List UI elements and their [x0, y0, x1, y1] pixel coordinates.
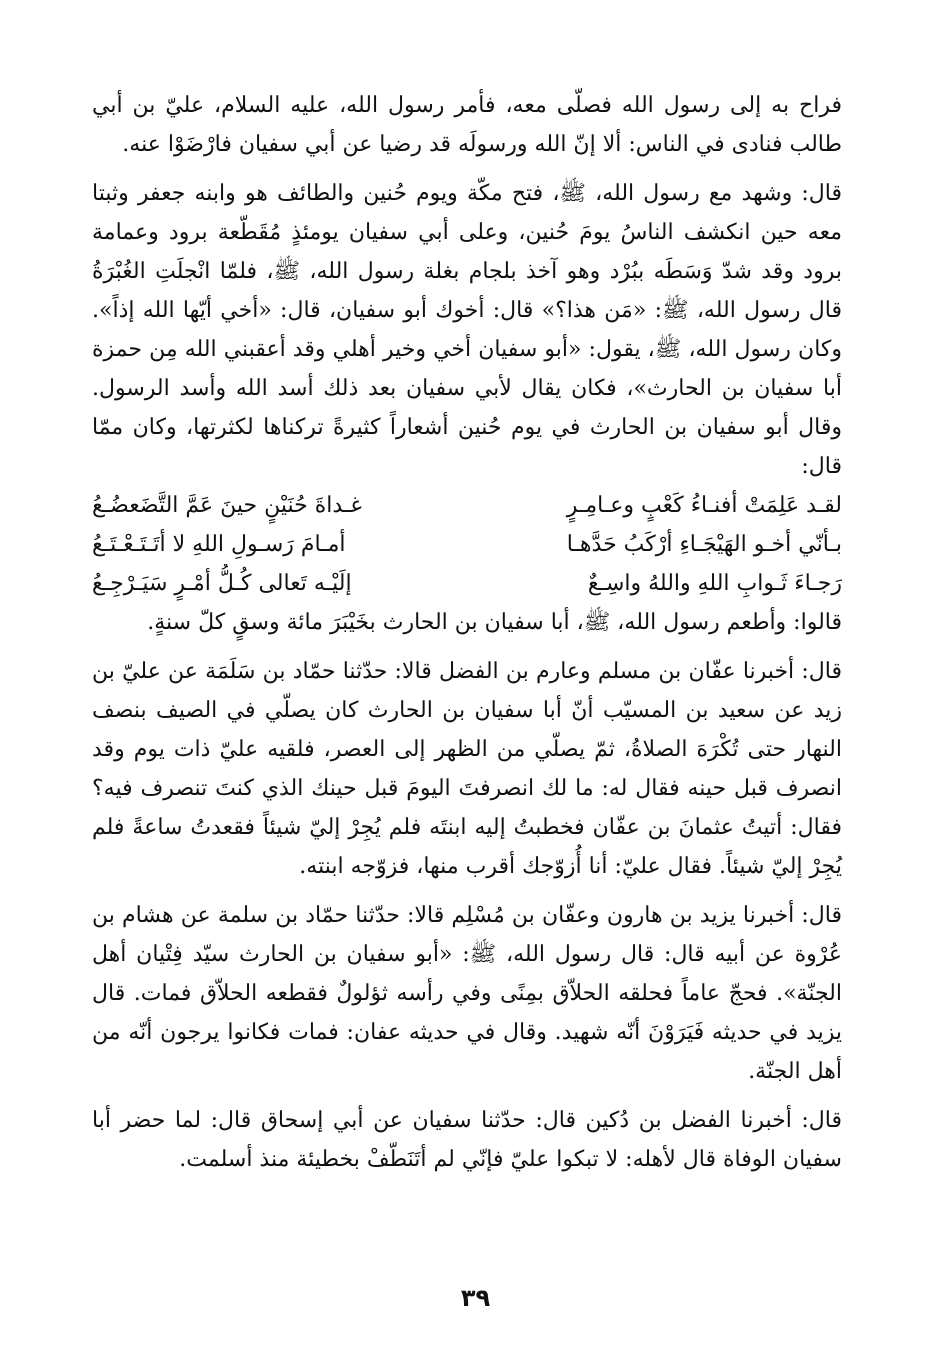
hemistich-second: غـداةَ حُنَيْنٍ حينَ عَمَّ التَّضَعضُـعُ: [92, 493, 362, 518]
paragraph: فراح به إلى رسول الله فصلّى معه، فأمر رسول الله، عليه السلام، عليّ بن أبي طالب فنادى في الناس: ألا إنّ الله ورسولَه قد رضيا عن أبي سفيان فارْضَوْا عنه.: [92, 93, 842, 157]
poem-verse: [92, 564, 842, 603]
hemistich-first: لقـد عَلِمَتْ أفنـاءُ كَعْبٍ وعـامِـرٍ: [566, 493, 842, 518]
hemistich-first: رَجـاءَ ثَـوابِ اللهِ واللهُ واسِـعٌ: [587, 571, 842, 596]
poem-verse: [92, 486, 842, 525]
hemistich-second: إلَيْـه تَعالى كُـلُّ أمْـرٍ سَيَـرْجِـعُ: [92, 571, 352, 596]
paragraph: قالوا: وأطعم رسول الله، ﷺ، أبا سفيان بن الحارث بخَيْبَرَ مائة وسقٍ كلّ سنةٍ.: [147, 610, 842, 635]
paragraph: قال: أخبرنا يزيد بن هارون وعفّان بن مُسْلِم قالا: حدّثنا حمّاد بن سلمة عن هشام بن عُرْوة عن أبيه قال: قال رسول الله، ﷺ: «أبو سفيان بن الحارث سيّد فِتْيان أهل الجنّة». فحجّ عاماً فحلقه الحلاّق بمِنًى وفي رأسه ثؤلولٌ فقطعه الحلاّق فمات. قال يزيد في حديثه فَيَرَوْنَ أنّه شهيد. وقال في حديثه عفان: فمات فكانوا يرجون أنّه من أهل الجنّة.: [92, 903, 842, 1084]
poem: [92, 486, 842, 603]
poem-verse: [92, 525, 842, 564]
page-number: ٣٩: [460, 1284, 491, 1312]
main-text: [92, 86, 842, 1179]
paragraph: قال: أخبرنا الفضل بن دُكين قال: حدّثنا سفيان عن أبي إسحاق قال: لما حضر أبا سفيان الوفاة قال لأهله: لا تبكوا عليّ فإنّي لم أتَنَطّفْ بخطيئة منذ أسلمت.: [92, 1108, 842, 1172]
paragraph: قال: أخبرنا عفّان بن مسلم وعارم بن الفضل قالا: حدّثنا حمّاد بن سَلَمَة عن عليّ بن زيد عن سعيد بن المسيّب أنّ أبا سفيان بن الحارث كان يصلّي في الصيف بنصف النهار حتى تُكْرَهَ الصلاةُ، ثمّ يصلّي من الظهر إلى العصر، فلقيه عليّ ذات يوم وقد انصرف قبل حينه فقال له: ما لك انصرفتَ اليومَ قبل حينك الذي كنتَ تنصرف فيه؟ فقال: أتيتُ عثمانَ بن عفّان فخطبتُ إليه ابنتَه فلم يُجِرْ إليّ شيئاً فقعدتُ ساعةً فلم يُجِرْ إليّ شيئاً. فقال عليّ: أنا أُزوّجك أقرب منها، فزوّجه ابنته.: [92, 659, 842, 879]
paragraph: قال: وشهد مع رسول الله، ﷺ، فتح مكّة ويوم حُنين والطائف هو وابنه جعفر وثبتا معه حين انكشف الناسُ يومَ حُنين، وعلى أبي سفيان يومئذٍ مُقَطّعة برود وعمامة برود وقد شدّ وَسَطَه ببُرْد وهو آخذ بلجام بغلة رسول الله، ﷺ، فلمّا انْجلَتِ الغُبْرَةُ قال رسول الله، ﷺ: «مَن هذا؟» قال: أخوك أبو سفيان، قال: «أخي أيّها الله إذاً». وكان رسول الله، ﷺ، يقول: «أبو سفيان أخي وخير أهلي وقد أعقبني الله مِن حمزة أبا سفيان بن الحارث»، فكان يقال لأبي سفيان بعد ذلك أسد الله وأسد الرسول. وقال أبو سفيان بن الحارث في يوم حُنين أشعاراً كثيرةً تركناها لكثرتها، وكان ممّا قال:: [92, 181, 842, 479]
hemistich-first: بـأنّي أخـو الهَيْجَـاءِ أرْكَبُ حَدَّهـا: [566, 532, 842, 557]
hemistich-second: أمـامَ رَسـولِ اللهِ لا أتَـتَـعْـتَـعُ: [92, 532, 346, 557]
